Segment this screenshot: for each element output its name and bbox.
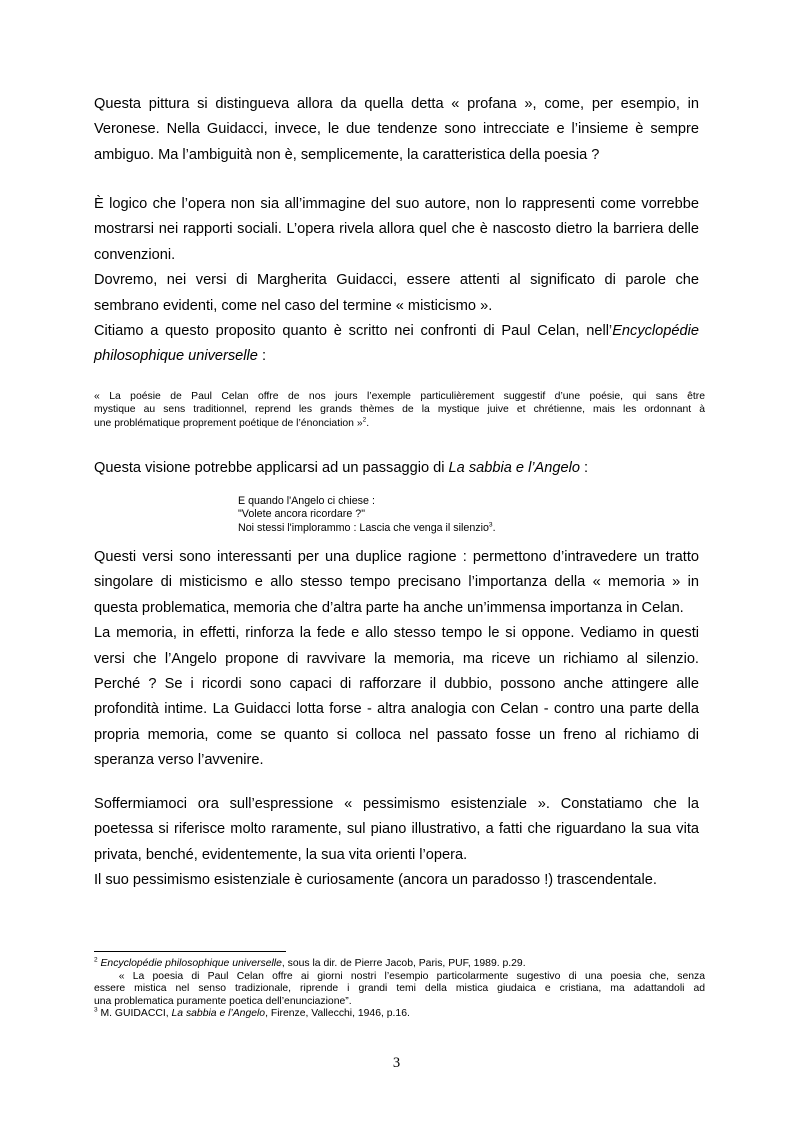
paragraph-pessimismo [94, 792, 699, 894]
footnote-line: « La poesia di Paul Celan offre ai giorni nostri l’esempio particolarmente sugestivo di una poesia che, senza [94, 970, 705, 982]
text-line: privata, benché, evidentemente, la sua vita orienti l’opera. [94, 846, 468, 863]
text-line [94, 456, 699, 481]
quote-line: « La poésie de Paul Celan offre de nos jours l’exemple particulièrement suggestif d’une poésie, qui sans être [94, 391, 705, 402]
text-span: Citiamo a questo proposito quanto è scritto nei confronti di Paul Celan, nell’ [94, 323, 613, 340]
footnote-line: una problematica puramente poetica dell’enunciazione”. [94, 995, 352, 1007]
text-span: . [492, 521, 496, 534]
text-line: mostrarsi nei rapporti sociali. L’opera rivela allora quel che è nascosto dietro la barriera delle [94, 221, 699, 238]
block-quote [94, 390, 705, 430]
quote-line [94, 417, 705, 430]
text-line: singolare di misticismo e allo stesso tempo precisano l’importanza della « memoria » in [94, 574, 699, 591]
footnote-2 [94, 958, 705, 971]
footnote-ref[interactable]: 3 [488, 521, 493, 529]
footnote-number: 3 [94, 1006, 98, 1014]
footnote-ref[interactable]: 2 [362, 416, 367, 424]
text-line: Il suo pessimismo esistenziale è curiosamente (ancora un paradosso !) trascendentale. [94, 872, 657, 889]
quote-line: mystique au sens traditionnel, reprend les grands thèmes de la mystique juive et chrétienne, mais les ordonnant à [94, 404, 705, 416]
text-span: Questa visione potrebbe applicarsi ad un passaggio di [94, 460, 449, 476]
text-span: M. GUIDACCI, [97, 1008, 172, 1020]
footnote-line: essere mistica nel senso tradizionale, riprende i grandi temi della mistica giudaica e cristiana, ma adattandoli ad [94, 983, 705, 995]
text-line: propria memoria, come se quanto si colloca nel passato fosse un freno al richiamo di [94, 726, 699, 743]
poem-excerpt [238, 495, 496, 535]
paragraph-versi [94, 545, 699, 774]
text-span: : [580, 460, 589, 476]
text-line [94, 344, 699, 369]
text-line: convenzioni. [94, 246, 176, 263]
poem-line: E quando l'Angelo ci chiese : [238, 495, 375, 507]
paragraph-visione [94, 456, 699, 481]
text-line: Dovremo, nei versi di Margherita Guidacci, essere attenti al significato di parole che [94, 272, 699, 289]
paragraph-opera [94, 192, 699, 370]
text-line: È logico che l’opera non sia all’immagine del suo autore, non lo rappresenti come vorrebbe [94, 196, 699, 212]
text-line: Questa pittura si distingueva allora da quella detta « profana », come, per esempio, in [94, 96, 699, 112]
book-title: La sabbia e l’Angelo [448, 460, 580, 476]
text-line: questa problematica, memoria che d’altra parte ha anche un’immensa importanza in Celan. [94, 599, 684, 616]
text-span: , Firenze, Vallecchi, 1946, p.16. [265, 1008, 410, 1020]
text-line: Perché ? Se i ricordi sono capaci di rafforzare il dubbio, possono anche attingere alle [94, 676, 699, 693]
footnote-3 [94, 1008, 705, 1021]
text-line: Veronese. Nella Guidacci, invece, le due tendenze sono intrecciate e l’insieme è sempre [94, 121, 699, 138]
text-line: speranza verso l’avvenire. [94, 752, 264, 769]
footnote-number: 2 [94, 956, 98, 964]
text-span: une problématique proprement poétique de l’énonciation » [94, 417, 363, 429]
book-title: Encyclopédie [612, 323, 699, 340]
paragraph-profana [94, 92, 699, 168]
text-line: Soffermiamoci ora sull’espressione « pessimismo esistenziale ». Constatiamo che la [94, 796, 699, 812]
footnote-separator [94, 951, 286, 952]
text-span: : [257, 348, 266, 365]
book-title: La sabbia e l’Angelo [171, 1008, 266, 1020]
text-line [94, 319, 699, 344]
text-line: sembrano evidenti, come nel caso del termine « misticismo ». [94, 297, 493, 314]
text-line: La memoria, in effetti, rinforza la fede e allo stesso tempo le si oppone. Vediamo in questi [94, 625, 699, 642]
footnotes [94, 958, 705, 1021]
text-line: profondità intime. La Guidacci lotta forse - altra analogia con Celan - contro una parte della [94, 701, 699, 718]
book-title: Encyclopédie philosophique universelle [100, 958, 282, 969]
text-span: Noi stessi l'implorammo : Lascia che venga il silenzio [238, 521, 489, 534]
text-line: poetessa si riferisce molto raramente, sul piano illustrativo, a fatti che riguardano la sua vita [94, 821, 699, 838]
text-span: . [366, 417, 370, 429]
text-line: Questi versi sono interessanti per una duplice ragione : permettono d’intravedere un tratto [94, 549, 699, 565]
poem-line [238, 522, 496, 535]
text-line: ambiguo. Ma l’ambiguità non è, semplicemente, la caratteristica della poesia ? [94, 146, 600, 163]
text-line: versi che l’Angelo propone di ravvivare la memoria, ma riceve un richiamo al silenzio. [94, 650, 699, 667]
page-number: 3 [392, 1055, 401, 1071]
book-title: philosophique universelle [94, 348, 258, 365]
poem-line: "Volete ancora ricordare ?" [238, 508, 366, 521]
text-span: , sous la dir. de Pierre Jacob, Paris, PUF, 1989. p.29. [281, 958, 526, 969]
